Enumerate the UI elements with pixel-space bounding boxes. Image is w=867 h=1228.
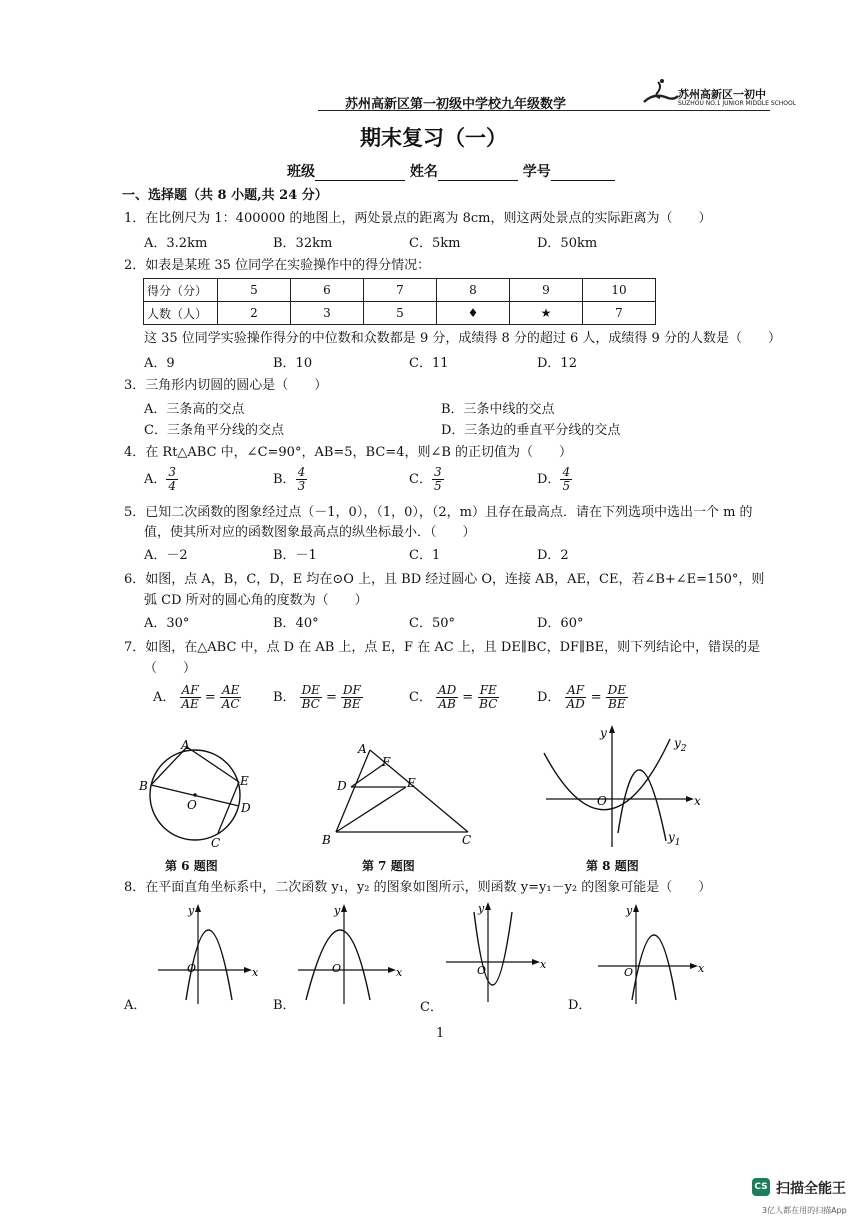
q1-option-d[interactable]: D．50km [537, 236, 598, 251]
denominator: BC [301, 697, 320, 711]
q5-line1: 5．已知二次函数的图象经过点（－1，0），（1，0），（2，m）且存在最高点．请在下列选项中选出一个 m 的 [124, 505, 753, 520]
equals-sign: = [590, 689, 602, 705]
q6-line1: 6．如图，点 A，B，C，D，E 均在⊙O 上，且 BD 经过圆心 O，连接 AB，AE，CE，若∠B+∠E=150°，则 [124, 572, 765, 587]
numerator: 3 [433, 465, 442, 479]
numerator: FE [479, 683, 497, 697]
numerator: AF [181, 683, 199, 697]
name-blank[interactable] [438, 166, 518, 181]
table-cell: 8 [437, 279, 510, 302]
q3-option-a[interactable]: A．三条高的交点 [144, 402, 245, 417]
scanner-logo-icon: CS [752, 1178, 770, 1196]
q8-option-c-label[interactable]: C． [420, 1000, 443, 1015]
q6-line2: 弧 CD 所对的圆心角的度数为（ ） [144, 593, 368, 608]
table-cell: 2 [218, 302, 291, 325]
option-label: C． [409, 689, 432, 705]
label-a: A [181, 738, 190, 752]
table-row [144, 302, 656, 325]
equals-sign: = [325, 689, 337, 705]
table-cell: 得分（分） [144, 279, 218, 302]
number-blank[interactable] [551, 166, 615, 181]
option-label: B． [273, 472, 296, 487]
fraction [179, 684, 200, 711]
q2-option-d[interactable]: D．12 [537, 356, 577, 371]
q4-option-c[interactable] [409, 466, 444, 493]
fraction [560, 466, 572, 493]
q7-line2: （ ） [144, 661, 197, 676]
label-f: F [382, 755, 391, 769]
equals-sign: = [462, 689, 474, 705]
denominator: 5 [433, 479, 442, 493]
q7-option-c[interactable] [409, 684, 499, 711]
table-cell: 5 [364, 302, 437, 325]
label-b: B [139, 779, 148, 793]
q8-option-a-label[interactable]: A． [124, 998, 147, 1013]
q4-option-a[interactable] [144, 466, 178, 493]
axis-x-label: x [698, 962, 705, 975]
denominator: 5 [562, 479, 571, 493]
figure-8-caption: 第 8 题图 [586, 859, 639, 873]
q8-option-b-graph[interactable] [292, 900, 412, 1010]
q7-option-a[interactable] [153, 684, 242, 711]
table-cell: ♦ [437, 302, 510, 325]
numerator: AF [567, 683, 585, 697]
fraction [432, 466, 444, 493]
school-header: 苏州高新区第一初级中学校九年级数学 [345, 97, 567, 112]
scanner-subtitle: 3亿人都在用的扫描App [762, 1206, 847, 1215]
origin-label: O [597, 794, 607, 808]
label-a: A [358, 742, 367, 756]
q3-option-d[interactable]: D．三条边的垂直平分线的交点 [441, 423, 621, 438]
origin-label: O [332, 962, 342, 975]
denominator: BE [608, 697, 626, 711]
q6-option-a[interactable]: A．30° [144, 616, 190, 631]
figure-7-caption: 第 7 题图 [362, 859, 415, 873]
q1-option-b[interactable]: B．32km [273, 236, 333, 251]
figure-8-graph [538, 723, 708, 853]
table-cell: 7 [364, 279, 437, 302]
numerator: DE [301, 683, 320, 697]
q8-option-c-graph[interactable] [440, 898, 555, 1008]
curve-y2-name: y [674, 736, 681, 750]
curve-y1-name: y [668, 830, 675, 844]
label-o: O [187, 798, 197, 812]
fraction [220, 684, 242, 711]
curve-y2-subscript: 2 [680, 744, 687, 754]
section-heading: 一、选择题（共 8 小题,共 24 分） [122, 188, 328, 203]
label-e: E [407, 776, 416, 790]
q8-option-a-graph[interactable] [148, 900, 268, 1010]
fraction [606, 684, 628, 711]
q5-line2: 值，使其所对应的函数图象最高点的纵坐标最小．（ ） [144, 525, 476, 540]
class-label: 班级 [287, 164, 315, 180]
figure-6-caption: 第 6 题图 [165, 859, 218, 873]
origin-label: O [477, 964, 487, 977]
denominator: AB [438, 697, 456, 711]
numerator: DF [342, 683, 361, 697]
q1-stem: 1．在比例尺为 1：400000 的地图上，两处景点的距离为 8cm，则这两处景点的实际距离为（ ） [124, 211, 712, 226]
table-row [144, 279, 656, 302]
header-rule [318, 110, 770, 111]
table-cell: 3 [291, 302, 364, 325]
axis-y-label: y [626, 904, 633, 917]
curve-y1-label [667, 830, 681, 848]
axis-x-label: x [540, 958, 547, 971]
figure-6-circle [135, 733, 260, 853]
denominator: 4 [168, 479, 177, 493]
label-d: D [337, 779, 347, 793]
table-cell: ★ [510, 302, 583, 325]
q6-option-c[interactable]: C．50° [409, 616, 455, 631]
axis-y-label: y [600, 726, 607, 740]
q1-option-a[interactable]: A．3.2km [144, 236, 208, 251]
q4-stem: 4．在 Rt△ABC 中，∠C=90°，AB=5，BC=4，则∠B 的正切值为（ ） [124, 445, 573, 460]
q8-stem: 8．在平面直角坐标系中，二次函数 y₁，y₂ 的图象如图所示，则函数 y=y₁－y₂ 的图象可能是（ ） [124, 880, 712, 895]
q7-line1: 7．如图，在△ABC 中，点 D 在 AB 上，点 E，F 在 AC 上，且 DE∥BC，DF∥BE，则下列结论中，错误的是 [124, 640, 761, 655]
q5-option-c[interactable]: C．1 [409, 548, 441, 563]
table-cell: 6 [291, 279, 364, 302]
table-cell: 人数（人） [144, 302, 218, 325]
page-title: 期末复习（一） [360, 125, 507, 150]
table-cell: 10 [583, 279, 656, 302]
fraction [477, 684, 499, 711]
table-cell: 7 [583, 302, 656, 325]
origin-label: O [187, 962, 197, 975]
fraction [341, 684, 363, 711]
fraction [564, 684, 586, 711]
option-label: B． [273, 689, 296, 705]
q4-option-d[interactable] [537, 466, 572, 493]
q2-option-b[interactable]: B．10 [273, 356, 313, 371]
q2-option-c[interactable]: C．11 [409, 356, 449, 371]
q3-option-c[interactable]: C．三条角平分线的交点 [144, 423, 284, 438]
logo-subtext: SUZHOU NO.1 JUNIOR MIDDLE SCHOOL [678, 100, 797, 107]
axis-x-label: x [396, 966, 403, 979]
table-cell: 5 [218, 279, 291, 302]
score-table [143, 278, 656, 325]
curve-y2-label [673, 736, 687, 754]
numerator: 4 [562, 465, 571, 479]
q2-stem: 2．如表是某班 35 位同学在实验操作中的得分情况： [124, 258, 431, 273]
option-label: A． [153, 689, 176, 705]
denominator: BC [479, 697, 498, 711]
label-d: D [241, 801, 251, 815]
q2-tail: 这 35 位同学实验操作得分的中位数和众数都是 9 分，成绩得 8 分的超过 6 人，成绩得 9 分的人数是（ ） [144, 331, 781, 346]
class-blank[interactable] [315, 166, 405, 181]
q7-option-d[interactable] [537, 684, 628, 711]
numerator: 4 [297, 465, 306, 479]
label-b: B [322, 833, 331, 847]
numerator: AD [437, 683, 457, 697]
q5-option-b[interactable]: B．－1 [273, 548, 317, 563]
q3-option-b[interactable]: B．三条中线的交点 [441, 402, 555, 417]
option-label: D． [537, 472, 561, 487]
q4-option-b[interactable] [273, 466, 307, 493]
fraction [296, 466, 308, 493]
school-logo-icon [640, 76, 680, 108]
q7-option-b[interactable] [273, 684, 363, 711]
number-label: 学号 [522, 164, 551, 180]
label-c: C [211, 836, 221, 850]
denominator: AD [566, 697, 585, 711]
option-label: D． [537, 689, 561, 705]
denominator: AE [181, 697, 199, 711]
q5-option-a[interactable]: A．－2 [144, 548, 188, 563]
denominator: AC [221, 697, 240, 711]
fraction [300, 684, 322, 711]
axis-x-label: x [694, 794, 701, 808]
q6-option-b[interactable]: B．40° [273, 616, 319, 631]
logo-text: 苏州高新区一初中 [678, 88, 766, 101]
numerator: DE [607, 683, 627, 697]
student-fields [287, 161, 615, 181]
curve-y1-subscript: 1 [674, 838, 681, 848]
q8-option-d-label[interactable]: D． [568, 998, 592, 1013]
denominator: 3 [297, 479, 306, 493]
axis-x-label: x [252, 966, 259, 979]
fraction [436, 684, 458, 711]
equals-sign: = [204, 689, 216, 705]
q3-stem: 3．三角形内切圆的圆心是（ ） [124, 378, 328, 393]
axis-y-label: y [334, 904, 341, 917]
label-c: C [462, 833, 472, 847]
name-label: 姓名 [409, 164, 438, 180]
q8-option-b-label[interactable]: B． [273, 998, 296, 1013]
numerator: 3 [168, 465, 177, 479]
figure-7-triangle [318, 738, 478, 850]
option-label: C． [409, 472, 432, 487]
table-cell: 9 [510, 279, 583, 302]
q8-option-d-graph[interactable] [594, 900, 714, 1010]
axis-y-label: y [478, 902, 485, 915]
fraction [166, 466, 178, 493]
option-label: A． [144, 472, 167, 487]
q6-option-d[interactable]: D．60° [537, 616, 584, 631]
origin-label: O [624, 966, 634, 979]
q5-option-d[interactable]: D．2 [537, 548, 569, 563]
denominator: BE [343, 697, 361, 711]
label-e: E [240, 774, 249, 788]
q1-option-c[interactable]: C．5km [409, 236, 461, 251]
q2-option-a[interactable]: A．9 [144, 356, 175, 371]
scanner-name: 扫描全能王 [776, 1181, 846, 1197]
numerator: AE [221, 683, 240, 697]
axis-y-label: y [188, 904, 195, 917]
page-number: 1 [436, 1026, 445, 1041]
